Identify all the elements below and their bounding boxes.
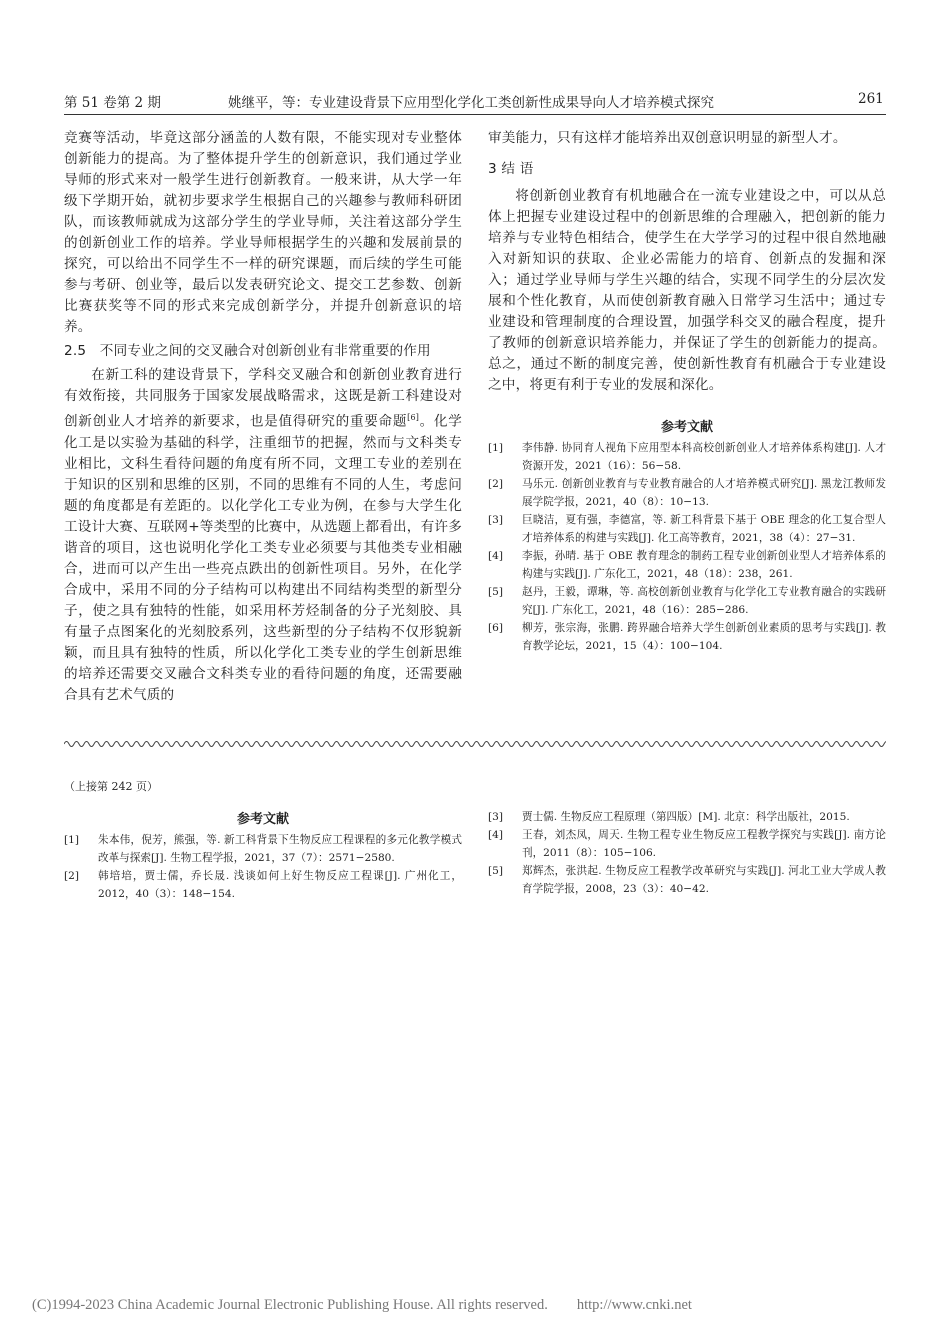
reference-item: [6] 柳芳，张宗海，张鹏. 跨界融合培养大学生创新创业素质的思考与实践[J]. 教育教学论坛，2021，15（4）：100−104.: [488, 622, 886, 652]
section-title: 结 语: [501, 161, 534, 177]
reference-item: [3] 巨晓洁，夏有强，李德富，等. 新工科背景下基于 OBE 理念的化工复合型人才培养体系的构建与实践[J]. 化工高等教育，2021，38（4）：27−31.: [488, 514, 886, 544]
references-title: 参考文献: [236, 812, 289, 827]
reference-item: [1] 朱本伟，倪芳，熊强，等. 新工科背景下生物反应工程课程的多元化教学模式改革与探索[J]. 生物工程学报，2021，37（7）：2571−2580.: [64, 834, 462, 864]
reference-item: [5] 郑辉杰，张洪起. 生物反应工程教学改革研究与实践[J]. 河北工业大学成人教育学院学报，2008，23（3）：40−42.: [488, 865, 886, 895]
site-url: http://www.cnki.net: [576, 1297, 692, 1313]
section-number: 3: [488, 161, 497, 177]
paragraph-text: 在新工科的建设背景下，学科交叉融合和创新创业教育进行有效衔接，共同服务于国家发展战略需求，这既是新工科建设对创新创业人才培养的新要求，也是值得研究的重要命题: [64, 367, 462, 430]
paragraph: 审美能力，只有这样才能培养出双创意识明显的新型人才。: [488, 130, 847, 146]
reference-item: [1] 李伟静. 协同育人视角下应用型本科高校创新创业人才培养体系构建[J]. 人才资源开发，2021（16）：56−58.: [488, 442, 886, 472]
paragraph: 竞赛等活动，毕竟这部分涵盖的人数有限，不能实现对专业整体创新能力的提高。为了整体提升学生的创新意识，我们通过学业导师的形式来对一般学生进行创新教育。一般来讲，从大学一年级下学期开始，就初步要求学生根据自己的兴趣参与教师科研团队，而该教师就成为这部分学生的学业导师，关注着这部分学生的创新创业工作的培养。学业导师根据学生的兴趣和发展前景的探究，可以给出不同学生不一样的研究课题，而后续的学生可能参与考研、创业等，最后以发表研究论文、提交工艺参数、创新比赛获奖等不同的形式来完成创新学分，并提升创新意识的培养。: [64, 130, 462, 335]
citation: [6]: [407, 413, 420, 422]
left-column: [64, 128, 462, 706]
right-column: [488, 128, 886, 655]
reference-item: [3] 贾士儒. 生物反应工程原理（第四版）[M]. 北京：科学出版社，2015.: [488, 811, 850, 823]
bottom-right-column: [488, 808, 886, 898]
copyright-text: (C)1994-2023 China Academic Journal Electronic Publishing House. All rights reserved.: [32, 1297, 548, 1313]
copyright-footer: [32, 1297, 692, 1314]
continued-note: （上接第 242 页）: [64, 780, 158, 793]
reference-item: [4] 王春，刘杰凤，周天. 生物工程专业生物反应工程教学探究与实践[J]. 南方论刊，2011（8）：105−106.: [488, 829, 886, 859]
reference-item: [4] 李振，孙晴. 基于 OBE 教育理念的制药工程专业创新创业型人才培养体系的构建与实践[J]. 广东化工，2021，48（18）：238，261.: [488, 550, 886, 580]
running-title: 姚继平，等：专业建设背景下应用型化学化工类创新性成果导向人才培养模式探究: [228, 95, 714, 111]
journal-issue: 第 51 卷第 2 期: [64, 95, 161, 111]
section-heading: [64, 341, 462, 362]
header-rule: [64, 114, 886, 115]
reference-item: [2] 马乐元. 创新创业教育与专业教育融合的人才培养模式研究[J]. 黑龙江教师发展学院学报，2021，40（8）：10−13.: [488, 478, 886, 508]
paragraph-text: 。化学化工是以实验为基础的科学，注重细节的把握，然而与文科类专业相比，文科生看待问题的角度有所不同，文理工专业的差别在于知识的区别和思维的区别，不同的思维有不同的人生，考虑问题的角度都是有差距的。以化学化工专业为例，在参与大学生化工设计大赛、互联网+等类型的比赛中，从选题上都看出，有许多谐音的项目，这也说明化学化工类专业必须要与其他类专业相融合，进而可以产生出一些亮点跌出的创新性项目。另外，在化学合成中，采用不同的分子结构可以构建出不同结构类型的新型分子，使之具有独特的性能，如采用杯芳烃制备的分子光刻胶、具有量子点图案化的光刻胶系列，这些新型的分子结构不仅形貌新颖，而且具有独特的性质，所以化学化工类专业的学生创新思维的培养还需要交叉融合文科类专业的看待问题的角度，还需要融合具有艺术气质的: [64, 413, 462, 703]
wavy-divider: [64, 738, 886, 750]
paragraph: 将创新创业教育有机地融合在一流专业建设之中，可以从总体上把握专业建设过程中的创新思维的合理融入，把创新的能力培养与专业特色相结合，使学生在大学学习的过程中很自然地融入对新知识的获取、企业必需能力的培育、创新点的发掘和深入；通过学业导师与学生兴趣的结合，实现不同学生的分层次发展和个性化教育，从而使创新教育融入日常学习生活中；通过专业建设和管理制度的合理设置，加强学科交叉的融合程度，提升了教师的创新意识培养能力，并保证了学生的创新能力的提高。总之，通过不断的制度完善，使创新性教育有机融合于专业建设之中，将更有利于专业的发展和深化。: [488, 188, 886, 393]
references-title: 参考文献: [660, 420, 713, 435]
reference-list: [488, 808, 886, 898]
reference-item: [5] 赵丹，王毅，谭琳，等. 高校创新创业教育与化学化工专业教育融合的实践研究[J]. 广东化工，2021，48（16）：285−286.: [488, 586, 886, 616]
reference-list: [64, 831, 462, 903]
reference-list: [488, 439, 886, 655]
section-title: 不同专业之间的交叉融合对创新创业有非常重要的作用: [99, 343, 431, 359]
section-heading: [488, 159, 886, 180]
reference-item: [2] 韩培培，贾士儒，乔长晟. 浅谈如何上好生物反应工程课[J]. 广州化工，2012，40（3）：148−154.: [64, 870, 462, 900]
page-number: 261: [858, 91, 884, 107]
bottom-left-column: [64, 808, 462, 903]
paragraph: [64, 365, 462, 706]
section-number: 2.5: [64, 343, 87, 359]
